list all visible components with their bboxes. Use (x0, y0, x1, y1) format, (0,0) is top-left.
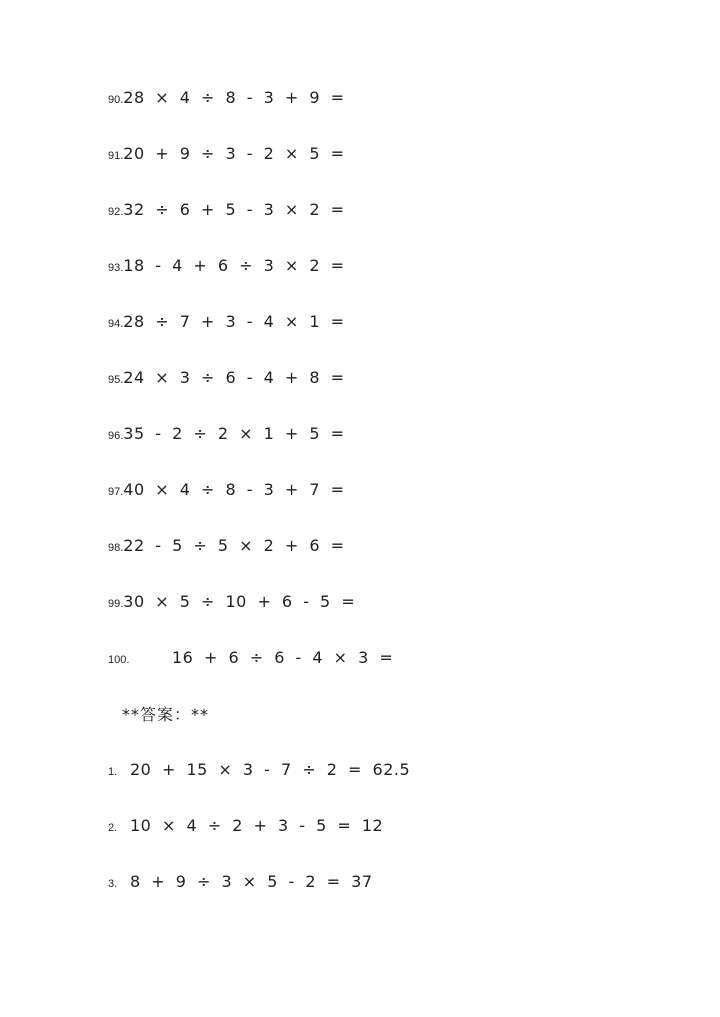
problem-number: 100. (108, 654, 130, 666)
problem-93 (108, 256, 345, 280)
problem-number: 92. (108, 206, 124, 218)
answer-expression: 20 + 15 × 3 - 7 ÷ 2 = 62.5 (130, 760, 411, 779)
problem-expression: 24 × 3 ÷ 6 - 4 + 8 = (123, 368, 345, 387)
answer-expression: 8 + 9 ÷ 3 × 5 - 2 = 37 (130, 872, 373, 891)
problem-expression: 35 - 2 ÷ 2 × 1 + 5 = (123, 424, 345, 443)
problem-number: 93. (108, 262, 124, 274)
problem-number: 94. (108, 318, 124, 330)
problem-expression: 20 + 9 ÷ 3 - 2 × 5 = (123, 144, 345, 163)
problem-number: 97. (108, 486, 124, 498)
answer-number: 1. (108, 766, 118, 778)
problem-99 (108, 592, 355, 616)
problem-number: 98. (108, 542, 124, 554)
answer-2 (108, 816, 383, 840)
problem-expression: 16 + 6 ÷ 6 - 4 × 3 = (172, 648, 394, 667)
problem-expression: 18 - 4 + 6 ÷ 3 × 2 = (123, 256, 345, 275)
problem-94 (108, 312, 345, 336)
problem-100 (108, 648, 393, 672)
answer-number: 2. (108, 822, 118, 834)
problem-90 (108, 88, 345, 112)
problem-98 (108, 536, 345, 560)
problem-expression: 30 × 5 ÷ 10 + 6 - 5 = (123, 592, 356, 611)
problem-number: 90. (108, 94, 124, 106)
problem-97 (108, 480, 345, 504)
problem-expression: 28 ÷ 7 + 3 - 4 × 1 = (123, 312, 345, 331)
answer-1 (108, 760, 410, 784)
problem-number: 91. (108, 150, 124, 162)
problem-expression: 32 ÷ 6 + 5 - 3 × 2 = (123, 200, 345, 219)
problem-95 (108, 368, 345, 392)
answer-expression: 10 × 4 ÷ 2 + 3 - 5 = 12 (130, 816, 384, 835)
answer-3 (108, 872, 373, 896)
problem-92 (108, 200, 345, 224)
problem-number: 96. (108, 430, 124, 442)
problem-number: 99. (108, 598, 124, 610)
problem-number: 95. (108, 374, 124, 386)
problem-expression: 28 × 4 ÷ 8 - 3 + 9 = (123, 88, 345, 107)
problem-expression: 22 - 5 ÷ 5 × 2 + 6 = (123, 536, 345, 555)
problem-96 (108, 424, 345, 448)
problem-91 (108, 144, 345, 168)
answer-number: 3. (108, 878, 118, 890)
problem-expression: 40 × 4 ÷ 8 - 3 + 7 = (123, 480, 345, 499)
answers-heading: **答案：** (122, 705, 210, 724)
